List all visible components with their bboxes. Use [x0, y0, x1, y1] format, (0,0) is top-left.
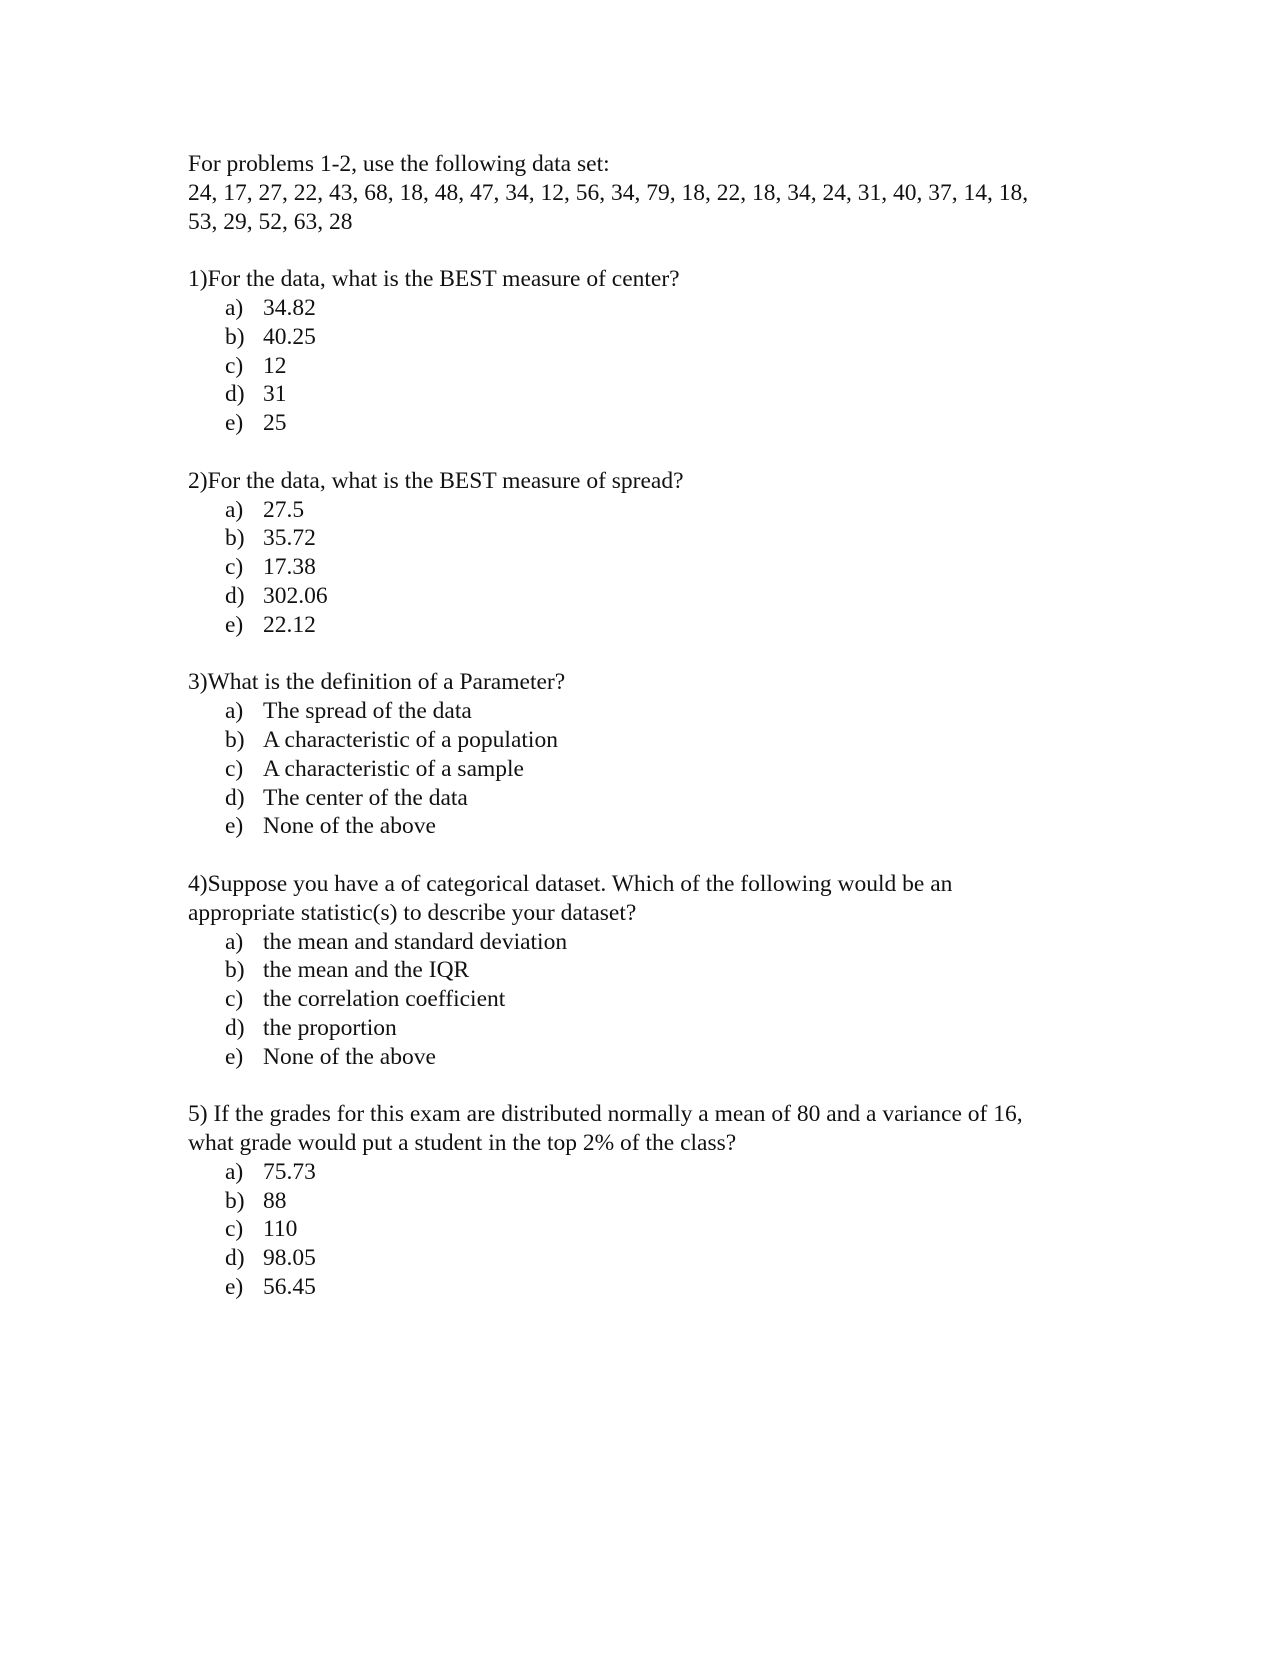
option-e [188, 812, 1088, 841]
option-d [188, 380, 1088, 409]
question-5-stem-line-2: what grade would put a student in the top 2% of the class? [188, 1130, 737, 1157]
option-letter: d) [225, 1245, 245, 1272]
option-letter: b) [225, 957, 245, 984]
option-letter: b) [225, 525, 245, 552]
question-4 [188, 870, 1088, 1072]
question-5-options [188, 1158, 1088, 1302]
option-text: 31 [263, 381, 287, 408]
option-text: 27.5 [263, 496, 305, 523]
option-text: the mean and standard deviation [263, 928, 568, 955]
question-4-options [188, 928, 1088, 1072]
option-a [188, 1158, 1088, 1187]
option-a [188, 294, 1088, 323]
option-text: the correlation coefficient [263, 986, 506, 1013]
question-3 [188, 668, 1088, 841]
option-letter: e) [225, 1043, 244, 1070]
option-letter: c) [225, 352, 244, 379]
question-4-stem-line-2: appropriate statistic(s) to describe your dataset? [188, 899, 637, 926]
question-1-stem: 1)For the data, what is the BEST measure of center? [188, 266, 680, 293]
option-text: 302.06 [263, 582, 328, 609]
option-c [188, 985, 1088, 1014]
option-e [188, 1043, 1088, 1072]
document-page [188, 150, 1088, 1302]
option-letter: e) [225, 813, 244, 840]
question-3-stem: 3)What is the definition of a Parameter? [188, 669, 566, 696]
question-5 [188, 1100, 1088, 1302]
option-text: The spread of the data [263, 698, 472, 725]
option-b [188, 956, 1088, 985]
option-text: The center of the data [263, 784, 468, 811]
question-2 [188, 467, 1088, 640]
option-text: 25 [263, 410, 287, 437]
option-d [188, 1014, 1088, 1043]
option-letter: e) [225, 410, 244, 437]
option-letter: a) [225, 928, 244, 955]
option-text: 17.38 [263, 554, 316, 581]
option-text: 12 [263, 352, 287, 379]
option-e [188, 409, 1088, 438]
option-letter: c) [225, 554, 244, 581]
option-c [188, 553, 1088, 582]
option-text: 35.72 [263, 525, 316, 552]
option-text: A characteristic of a population [263, 726, 558, 753]
option-letter: e) [225, 1274, 244, 1301]
option-letter: b) [225, 726, 245, 753]
option-b [188, 323, 1088, 352]
option-text: 22.12 [263, 611, 316, 638]
question-5-stem-line-1: 5) If the grades for this exam are distributed normally a mean of 80 and a variance of 16, [188, 1101, 1023, 1128]
option-letter: d) [225, 784, 245, 811]
option-text: 40.25 [263, 323, 316, 350]
option-text: 34.82 [263, 294, 316, 321]
option-letter: a) [225, 294, 244, 321]
option-letter: b) [225, 323, 245, 350]
option-letter: d) [225, 582, 245, 609]
question-4-stem-line-1: 4)Suppose you have a of categorical dataset. Which of the following would be an [188, 870, 953, 897]
question-3-options [188, 697, 1088, 841]
option-a [188, 928, 1088, 957]
option-text: the proportion [263, 1014, 397, 1041]
option-text: 88 [263, 1187, 287, 1214]
option-text: 56.45 [263, 1274, 316, 1301]
option-letter: a) [225, 496, 244, 523]
question-1 [188, 265, 1088, 438]
question-2-options [188, 496, 1088, 640]
option-a [188, 697, 1088, 726]
option-letter: d) [225, 381, 245, 408]
option-e [188, 611, 1088, 640]
option-c [188, 1215, 1088, 1244]
option-text: 110 [263, 1216, 298, 1243]
option-d [188, 582, 1088, 611]
option-d [188, 784, 1088, 813]
data-set-line-1: 24, 17, 27, 22, 43, 68, 18, 48, 47, 34, 12, 56, 34, 79, 18, 22, 18, 34, 24, 31, 40, 37, 14, 18, [188, 179, 1029, 206]
option-c [188, 352, 1088, 381]
option-e [188, 1273, 1088, 1302]
option-d [188, 1244, 1088, 1273]
option-text: 75.73 [263, 1158, 316, 1185]
option-text: 98.05 [263, 1245, 316, 1272]
question-2-stem: 2)For the data, what is the BEST measure of spread? [188, 467, 684, 494]
option-letter: d) [225, 1014, 245, 1041]
option-letter: c) [225, 755, 244, 782]
option-letter: b) [225, 1187, 245, 1214]
option-letter: c) [225, 986, 244, 1013]
option-a [188, 496, 1088, 525]
option-letter: c) [225, 1216, 244, 1243]
option-text: A characteristic of a sample [263, 755, 524, 782]
option-text: None of the above [263, 813, 436, 840]
option-text: None of the above [263, 1043, 436, 1070]
option-text: the mean and the IQR [263, 957, 470, 984]
option-b [188, 524, 1088, 553]
question-1-options [188, 294, 1088, 438]
option-letter: a) [225, 1158, 244, 1185]
option-letter: e) [225, 611, 244, 638]
option-letter: a) [225, 698, 244, 725]
intro-instruction: For problems 1-2, use the following data set: [188, 151, 610, 177]
option-b [188, 1187, 1088, 1216]
option-c [188, 755, 1088, 784]
data-set-line-2: 53, 29, 52, 63, 28 [188, 208, 353, 235]
option-b [188, 726, 1088, 755]
intro-block [188, 150, 1088, 236]
